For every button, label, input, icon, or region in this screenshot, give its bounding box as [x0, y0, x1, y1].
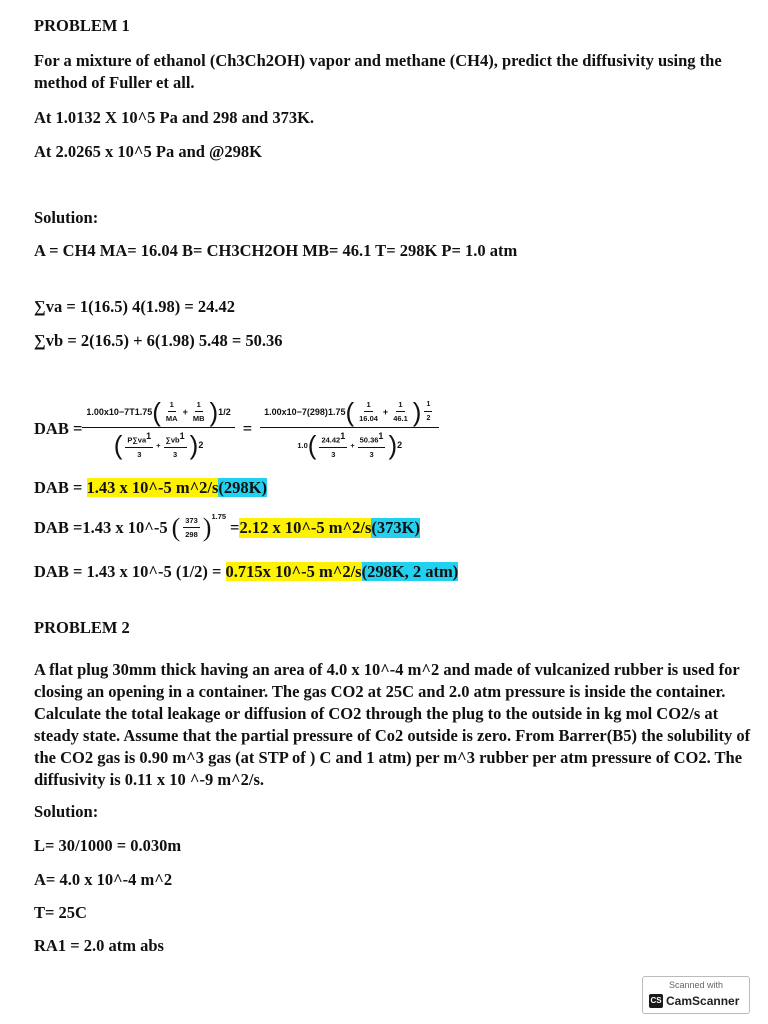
coef-text: 1.00x10 [86, 406, 119, 417]
result3-condition: (298K, 2 atm) [361, 562, 459, 581]
problem2-solution-label: Solution: [34, 802, 99, 821]
camscanner-watermark [642, 976, 750, 1014]
watermark-line1: Scanned with [668, 980, 724, 990]
result1-value: 1.43 x 10^-5 m^2/s [86, 478, 219, 497]
problem1-givens: A = CH4 MA= 16.04 B= CH3CH2OH MB= 46.1 T= 298K P= 1.0 atm [34, 241, 518, 260]
problem2-T: T= 25C [34, 903, 87, 922]
one-over-mb: $\frac{1}{MB}$ [192, 400, 205, 423]
watermark-brand-row [649, 994, 739, 1008]
dab-label: DAB = [34, 419, 83, 439]
sum-va-line: ∑va = 1(16.5) 4(1.98) = 24.42 [34, 297, 236, 316]
half-exponent: $\frac{1}{2}$ [424, 398, 432, 425]
dab-general-fraction: 1.00x10 −7 T 1.75 ( $\frac{1}{MA}$ + $\frac{1}{MB}$ ) 1 /2 ( $\frac{P\sum va1}{3}$ + $\frac{\sum vb1}{3}$ ) 2 [82, 398, 234, 461]
p-sum-va-over-3: $\frac{P\sum va1}{3}$ [127, 431, 152, 459]
half-suffix: /2 [223, 406, 231, 417]
exp-175-b: 1.75 [211, 512, 227, 521]
problem1-statement: For a mixture of ethanol (Ch3Ch2OH) vapor and methane (CH4), predict the diffusivity using the method of Fuller et all. [34, 51, 722, 92]
va-over-3: $\frac{24.421}{3}$ [321, 431, 346, 459]
exp-neg7: −7 [118, 406, 130, 417]
rhs-temp: (298) [306, 406, 328, 417]
one-over-ma: $\frac{1}{MA}$ [165, 400, 178, 423]
equals-sign: = [242, 419, 253, 439]
watermark-brand: CamScanner [666, 994, 740, 1008]
problem1-condition1: At 1.0132 X 10^5 Pa and 298 and 373K. [34, 108, 315, 127]
camscanner-logo-icon: CS [649, 994, 663, 1008]
temp-symbol: T [129, 406, 135, 417]
one-over-461: $\frac{1}{46.1}$ [393, 400, 408, 423]
result1-line: DAB = 1.43 x 10^-5 m^2/s(298K) [34, 478, 267, 497]
result1-condition: (298K) [218, 478, 267, 497]
problem2-RA1: RA1 = 2.0 atm abs [34, 936, 164, 955]
ratio-373-298: $\frac{373}{298}$ [185, 516, 198, 539]
result3-value: 0.715x 10^-5 m^2/s [225, 562, 362, 581]
vb-over-3: $\frac{50.361}{3}$ [359, 431, 384, 459]
sum-vb-line: ∑vb = 2(16.5) + 6(1.98) 5.48 = 50.36 [34, 331, 283, 350]
problem2-heading: PROBLEM 2 [34, 618, 130, 637]
sum-vb-over-3: $\frac{\sum vb1}{3}$ [165, 431, 185, 459]
result3-line: DAB = 1.43 x 10^-5 (1/2) = 0.715x 10^-5 m^2/s(298K, 2 atm) [34, 562, 459, 581]
problem1-solution-label: Solution: [34, 208, 99, 227]
result2-line: DAB =1.43 x 10^-5 ( $\frac{373}{298}$ ) 1.75 = 2.12 x 10^-5 m^2/s (373K) [34, 512, 420, 542]
problem1-heading: PROBLEM 1 [34, 16, 130, 35]
problem2-statement: A flat plug 30mm thick having an area of 4.0 x 10^-4 m^2 and made of vulcanized rubber is used for closing an opening in a container. The gas CO2 at 25C and 2.0 atm pressure is inside the container. Calculate the total leakage or diffusion of CO2 through the plug to the outside in kg mol CO2/s at steady state. Assume that the partial pressure of Co2 outside is zero. From Barrer(B5) the solubility of the CO2 gas is 0.90 m^3 gas (at STP of ) C and 1 atm) per m^3 rubber per atm pressure of CO2. The diffusivity is 0.11 x 10 ^-9 m^2/s. [34, 660, 751, 789]
rhs-pressure: 1.0 [297, 440, 308, 450]
result2-condition: (373K) [371, 517, 420, 537]
problem1-condition2: At 2.0265 x 10^5 Pa and @298K [34, 142, 262, 161]
one-over-1604: $\frac{1}{16.04}$ [359, 400, 378, 423]
problem2-L: L= 30/1000 = 0.030m [34, 836, 182, 855]
problem2-A: A= 4.0 x 10^-4 m^2 [34, 870, 173, 889]
result2-value: 2.12 x 10^-5 m^2/s [239, 517, 372, 537]
exp-175: 1.75 [134, 406, 153, 417]
dab-formula [34, 398, 439, 461]
dab-numeric-fraction: 1.00x10 −7 (298) 1.75 ( $\frac{1}{16.04}$ + $\frac{1}{46.1}$ ) $\frac{1}{2}$ 1.0 ( $\frac{24.421}{3}$ + $\frac{50.361}{3}$ ) 2 [260, 398, 439, 461]
